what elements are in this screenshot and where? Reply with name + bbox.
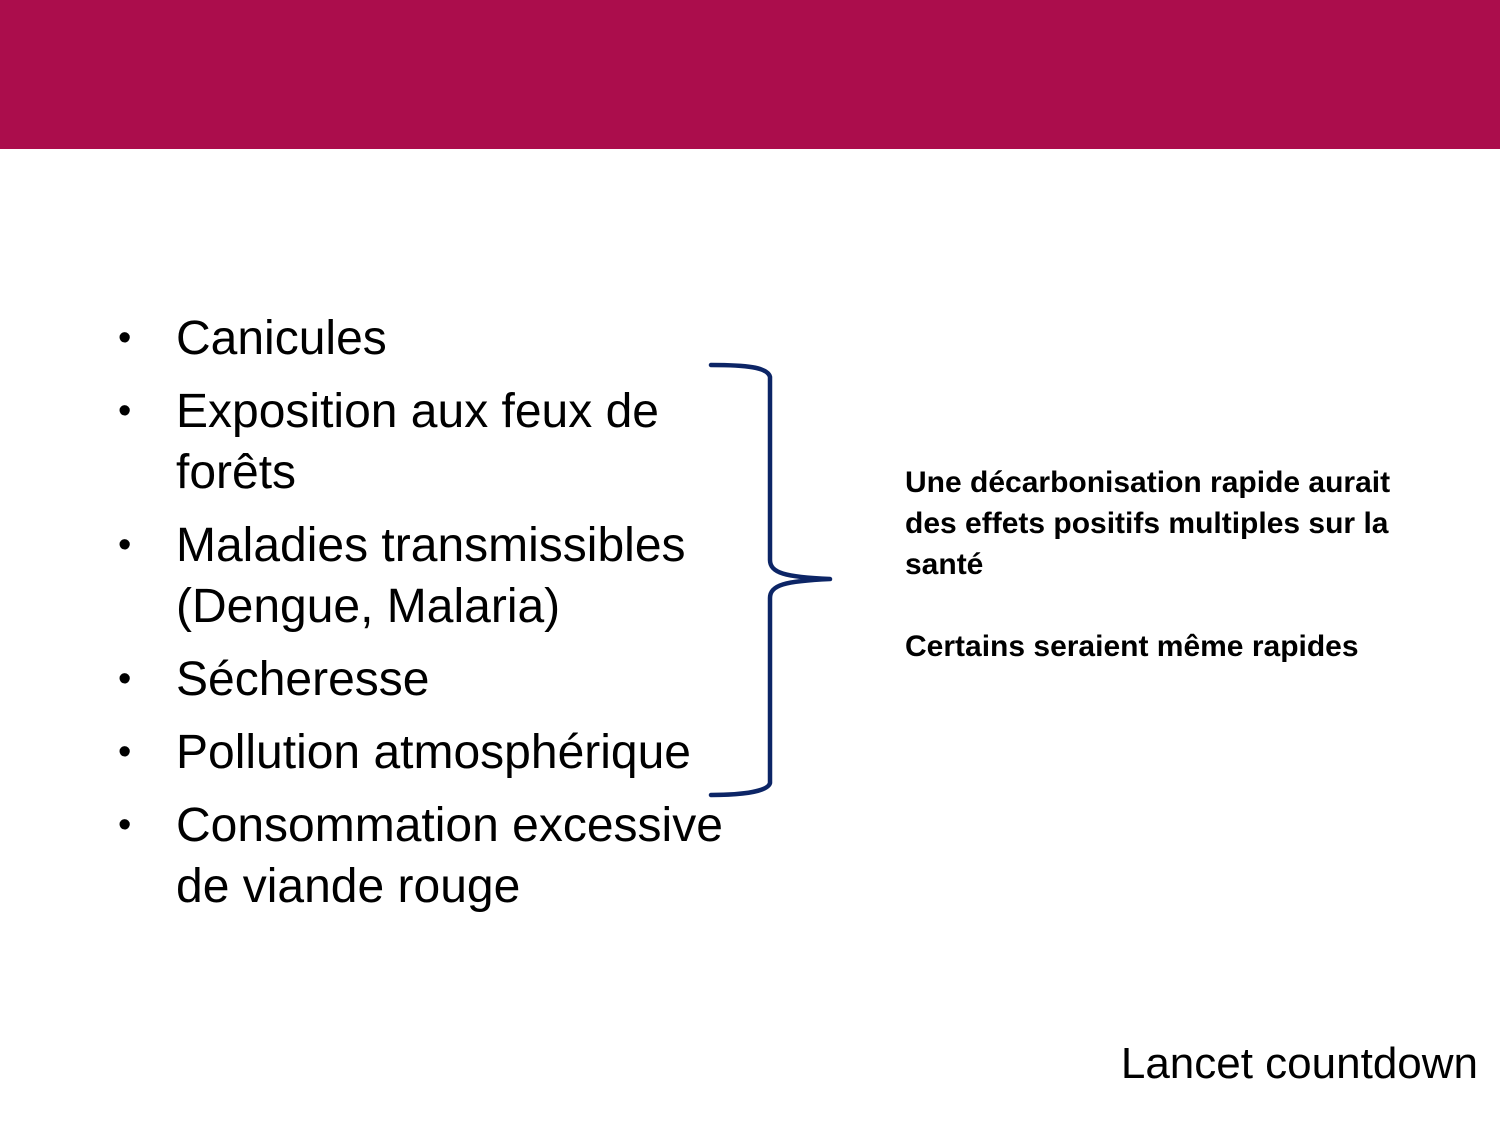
bullet-list [110, 308, 730, 929]
paragraph-spacer [905, 585, 1425, 626]
bullet-marker: • [118, 804, 132, 846]
list-item [110, 649, 730, 710]
list-item-text: Canicules [176, 312, 387, 365]
list-item-text: Consommation excessive de viande rouge [176, 799, 723, 913]
brace-path [711, 365, 830, 795]
list-item [110, 381, 730, 503]
list-item-text: Sécheresse [176, 653, 430, 706]
list-item-text: Pollution atmosphérique [176, 726, 691, 779]
list-item [110, 515, 730, 637]
list-item [110, 308, 730, 369]
header-band [0, 0, 1500, 149]
callout-paragraph-1: Une décarbonisation rapide aurait des effets positifs multiples sur la santé [905, 466, 1391, 581]
list-item [110, 722, 730, 783]
list-item-text: Maladies transmissibles (Dengue, Malaria) [176, 519, 686, 633]
bullet-marker: • [118, 524, 132, 566]
bullet-marker: • [118, 390, 132, 432]
list-item-text: Exposition aux feux de forêts [176, 385, 659, 499]
bullet-marker: • [118, 317, 132, 359]
right-curly-brace [700, 355, 840, 805]
bullet-marker: • [118, 731, 132, 773]
bullet-marker: • [118, 658, 132, 700]
callout-text [905, 462, 1425, 667]
list-item [110, 795, 730, 917]
callout-paragraph-2: Certains seraient même rapides [905, 630, 1359, 663]
source-label: Lancet countdown [1120, 1039, 1478, 1088]
